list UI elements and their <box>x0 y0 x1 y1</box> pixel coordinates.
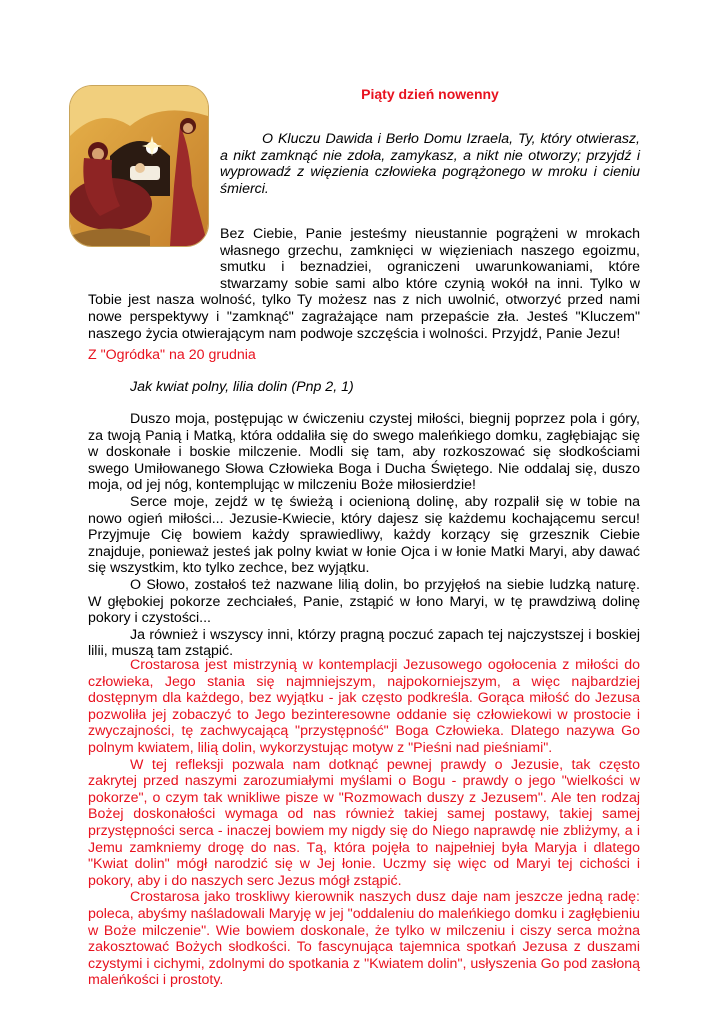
body-paragraph: Duszo moja, postępując w ćwiczeniu czystej miłości, biegnij poprzez pola i góry, za twoją Panią i Matką, która oddaliła się do swego maleńkiego domku, zagłębiając się w doskonałe i boskie milczenie. Modli się tam, aby rozkoszować się słodkościami swego Umiłowanego Słowa Człowieka Boga i Ducha Świętego. Nie oddalaj się, duszo moja, od jej nóg, kontemplując w milczeniu Boże miłosierdzie! <box>88 411 640 494</box>
commentary-paragraph: Crostarosa jako troskliwy kierownik naszych dusz daje nam jeszcze jedną radę: poleca, abyśmy naśladowali Maryję w jej "oddaleniu do maleńkiego domku i zagłębieniu w Boże milczenie". Wie bowiem doskonale, że tylko w milczeniu i ciszy serca można zakosztować Bożych słodkości. To fascynująca tajemnica spotkań Jezusa z duszami czystymi i cichymi, zdolnymi do spotkania z "Kwiatem dolin", usłyszenia Go pod zasłoną maleńkości i prostoty. <box>88 889 640 989</box>
body-paragraph: Ja również i wszyscy inni, którzy pragną poczuć zapach tej najczystszej i boskiej lilii, muszą tam zstąpić. <box>88 626 640 660</box>
prayer-paragraph: O Kluczu Dawida i Berło Domu Izraela, Ty, który otwierasz, a nikt zamknąć nie zdoła, zamykasz, a nikt nie otworzy; przyjdź i wyprowadź z więzienia człowieka pogrążonego w mroku i cieniu śmierci. <box>220 131 640 197</box>
meditation-body <box>88 411 640 660</box>
commentary-paragraph: Crostarosa jest mistrzynią w kontemplacji Jezusowego ogołocenia z miłości do człowieka, Jego stania się najmniejszym, najpokorniejszym, a więc najbardziej dostępnym dla każdego, bez wyjątku - jak często podkreśla. Gorąca miłość do Jezusa pozwoliła jej zobaczyć to Jego bezinteresowne oddanie się człowiekowi w prostocie i zwyczajności, tę zachwycającą "przystępność" Boga Człowieka. Dlatego nazywa Go polnym kwiatem, lilią dolin, wykorzystując motyw z "Pieśni nad pieśniami". <box>88 657 640 756</box>
commentary-paragraph: W tej refleksji pozwala nam dotknąć pewnej prawdy o Jezusie, tak często zakrytej przed naszymi zarozumiałymi myślami o Bogu - prawdy o jego "wielkości w pokorze", o czym tak wnikliwe pisze w "Rozmowach duszy z Jezusem". Ale ten rodzaj Bożej doskonałości wymaga od nas również takiej samej postawy, takiej samej przystępności serca - inaczej bowiem my nigdy się do Niego naprawdę nie zbliżymy, a i Jemu zamkniemy drogę do nas. Tą, która pojęła to najpełniej była Maryja i dlatego "Kwiat dolin" mógł narodzić się w Jej łonie. Uczmy się więc od Maryi tej cichości i pokory, aby i do naszych serc Jezus mógł zstąpić. <box>88 756 640 889</box>
body-paragraph: Serce moje, zejdź w tę świeżą i ocienioną dolinę, aby rozpalił się w tobie na nowo ogień miłości... Jezusie-Kwiecie, który dajesz się każdemu kochającemu sercu! Przyjmuje Cię bowiem każdy sprawiedliwy, każdy korzący się grzesznik Ciebie znajduje, ponieważ jesteś jak polny kwiat w łonie Ojca i w łonie Matki Maryi, aby dawać się wszystkim, kto tylko zechce, bez wyjątku. <box>88 493 640 577</box>
page-title: Piąty dzień nowenny <box>361 86 499 102</box>
commentary-section <box>88 657 640 989</box>
scripture-quote: Jak kwiat polny, lilia dolin (Pnp 2, 1) <box>130 379 354 395</box>
section-heading: Z "Ogródka" na 20 grudnia <box>88 347 256 363</box>
nativity-icon-image <box>70 86 208 246</box>
body-paragraph: O Słowo, zostałoś też nazwane lilią dolin, bo przyjęłoś na siebie ludzką naturę. W głębokiej pokorze zechciałeś, Panie, zstąpić w łono Maryi, w tę prawdziwą dolinę pokory i czystości... <box>88 576 640 627</box>
intro-paragraph <box>88 226 640 342</box>
intro-text: Bez Ciebie, Panie jesteśmy nieustannie pogrążeni w mrokach własnego grzechu, zamknięci w więzieniach naszego egoizmu, smutku i beznadziei, ograniczeni uwarunkowaniami, które stwarzamy sobie sami albo które czynią wokół na inni. Tylko w Tobie jest nasza wolność, tylko Ty możesz nas z nich uwolnić, otworzyć przed nami nowe perspektywy i "zamknąć" zagrażające nam przepaście zła. Jesteś "Kluczem" naszego życia otwierającym nam podwoje szczęścia i wolności. Przyjdź, Panie Jezu! <box>88 226 640 342</box>
